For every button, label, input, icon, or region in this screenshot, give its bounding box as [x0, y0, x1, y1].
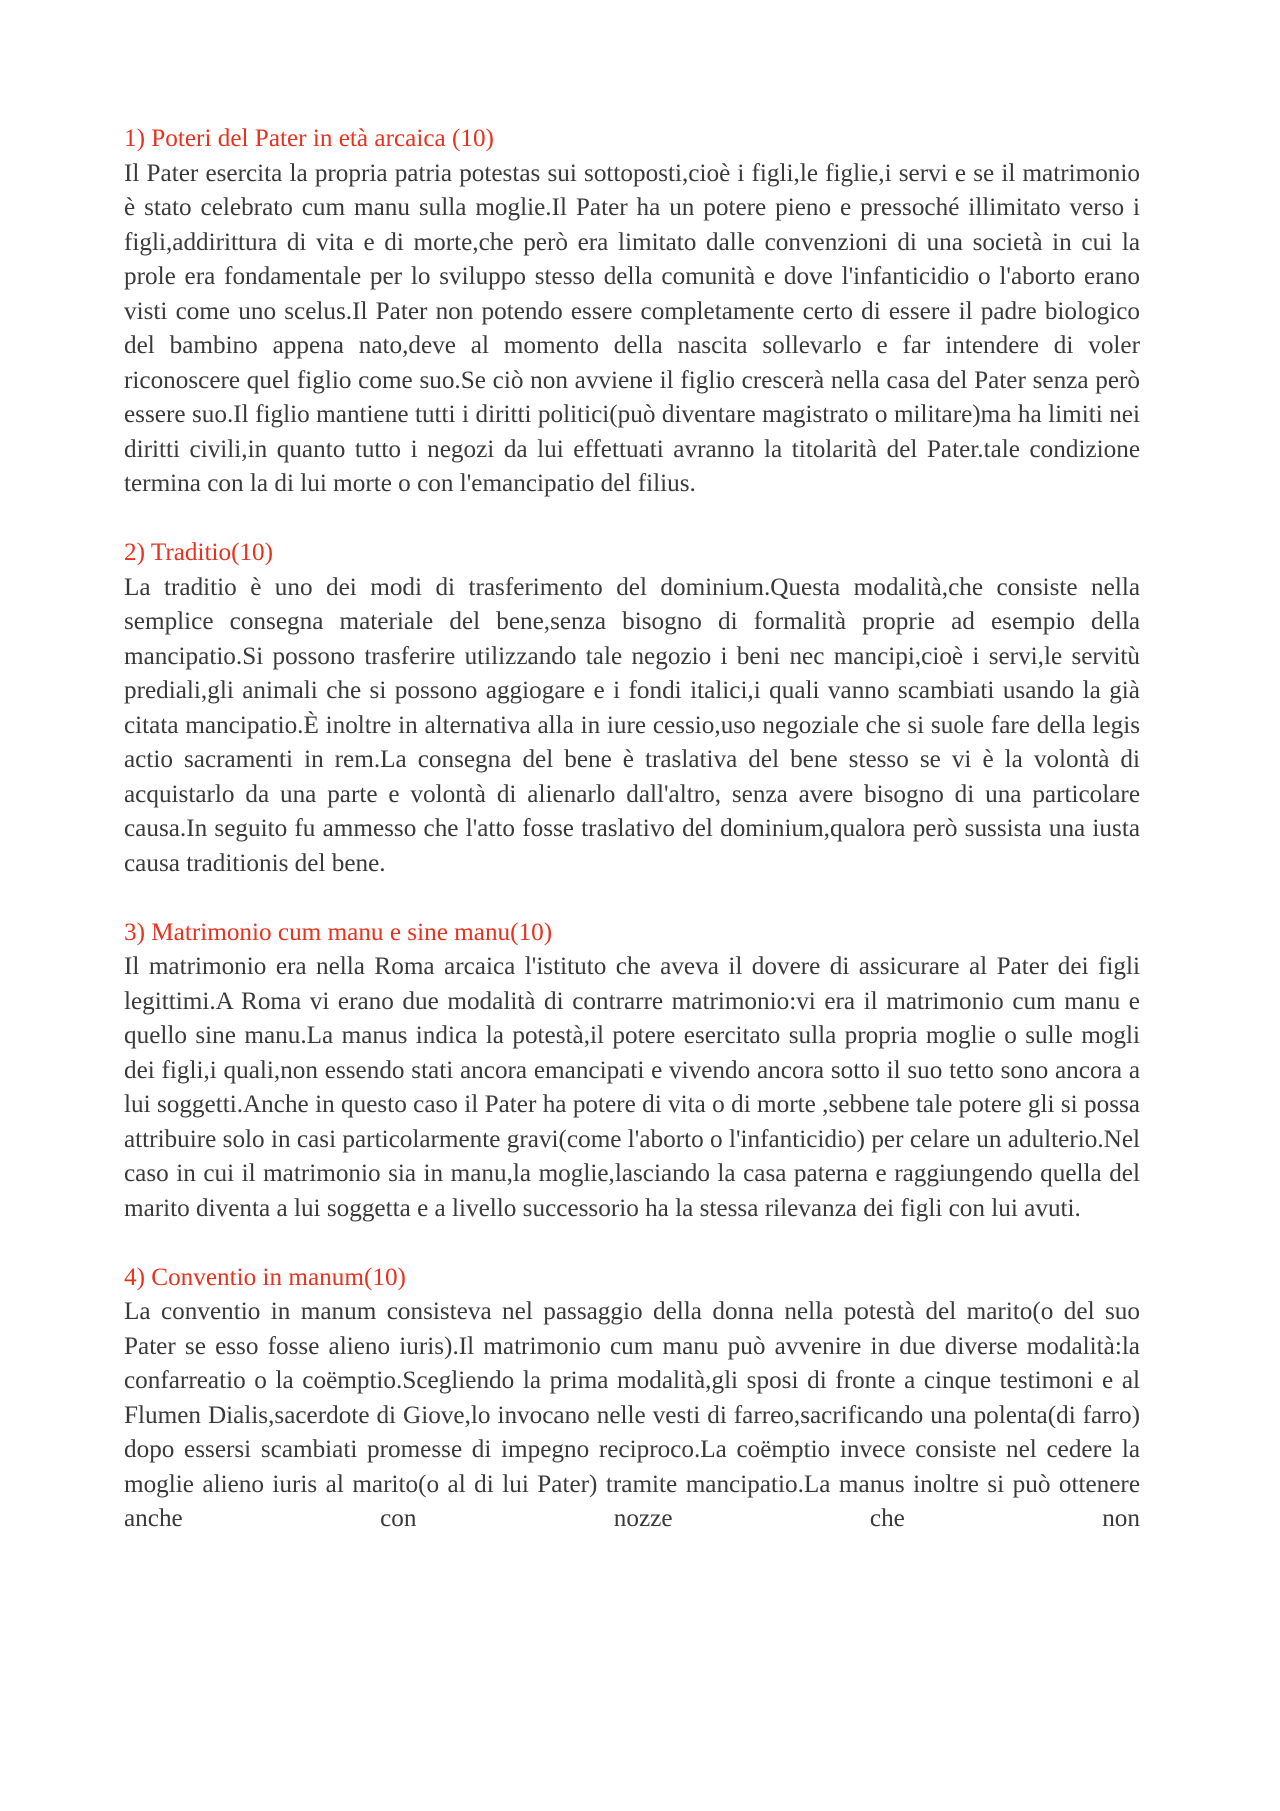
section-poteri-pater: [124, 122, 1140, 502]
section-title: 4) Conventio in manum(10): [124, 1263, 406, 1291]
section-title: 1) Poteri del Pater in età arcaica (10): [124, 125, 494, 152]
section-matrimonio: [124, 916, 1140, 1227]
section-body: La conventio in manum consisteva nel passaggio della donna nella potestà del marito(o del suo Pater se esso fosse alieno iuris).Il matrimonio cum manu può avvenire in due diverse modalità:la confarreatio o la coëmptio.Scegliendo la prima modalità,gli sposi di fronte a cinque testimoni e al Flumen Dialis,sacerdote di Giove,lo invocano nelle vesti di farreo,sacrificando una polenta(di farro) dopo essersi scambiati promesse di impegno reciproco.La coëmptio invece consiste nel cedere la moglie alieno iuris al marito(o al di lui Pater) tramite mancipatio.La manus inoltre si può ottenere anche con nozze che non: [124, 1298, 1140, 1532]
document-page: [124, 122, 1140, 1571]
section-body: Il Pater esercita la propria patria potestas sui sottoposti,cioè i figli,le figlie,i servi e se il matrimonio è stato celebrato cum manu sulla moglie.Il Pater ha un potere pieno e pressoché illimitato verso i figli,addirittura di vita e di morte,che però era limitato dalle convenzioni di una società in cui la prole era fondamentale per lo sviluppo stesso della comunità e dove l'infanticidio o l'aborto erano visti come uno scelus.Il Pater non potendo essere completamente certo di essere il padre biologico del bambino appena nato,deve al momento della nascita sollevarlo e far intendere di voler riconoscere quel figlio come suo.Se ciò non avviene il figlio crescerà nella casa del Pater senza però essere suo.Il figlio mantiene tutti i diritti politici(può diventare magistrato o militare)ma ha limiti nei diritti civili,in quanto tutto i negozi da lui effettuati avranno la titolarità del Pater.tale condizione termina con la di lui morte o con l'emancipatio del filius.: [124, 159, 1140, 497]
section-body: Il matrimonio era nella Roma arcaica l'istituto che aveva il dovere di assicurare al Pater dei figli legittimi.A Roma vi erano due modalità di contrarre matrimonio:vi era il matrimonio cum manu e quello sine manu.La manus indica la potestà,il potere esercitato sulla propria moglie o sulle mogli dei figli,i quali,non essendo stati ancora emancipati e vivendo ancora sotto il suo tetto sono ancora a lui soggetti.Anche in questo caso il Pater ha potere di vita o di morte ,sebbene tale potere gli si possa attribuire solo in casi particolarmente gravi(come l'aborto o l'infanticidio) per celare un adulterio.Nel caso in cui il matrimonio sia in manu,la moglie,lasciando la casa paterna e raggiungendo quella del marito diventa a lui soggetta e a livello successorio ha la stessa rilevanza dei figli con lui avuti.: [124, 953, 1140, 1222]
section-title: 3) Matrimonio cum manu e sine manu(10): [124, 918, 553, 946]
section-title: 2) Traditio(10): [124, 539, 274, 566]
section-traditio: [124, 536, 1140, 881]
section-body: La traditio è uno dei modi di trasferimento del dominium.Questa modalità,che consiste nella semplice consegna materiale del bene,senza bisogno di formalità proprie ad esempio della mancipatio.Si possono trasferire utilizzando tale negozio i beni nec mancipi,cioè i servi,le servitù prediali,gli animali che si possono aggiogare e i fondi italici,i quali vanno scambiati usando la già citata mancipatio.È inoltre in alternativa alla in iure cessio,uso negoziale che si suole fare della legis actio sacramenti in rem.La consegna del bene è traslativa del bene stesso se vi è la volontà di acquistarlo da una parte e volontà di alienarlo dall'altro, senza avere bisogno di una particolare causa.In seguito fu ammesso che l'atto fosse traslativo del dominium,qualora però sussista una iusta causa traditionis del bene.: [124, 573, 1140, 877]
section-conventio: [124, 1261, 1140, 1537]
